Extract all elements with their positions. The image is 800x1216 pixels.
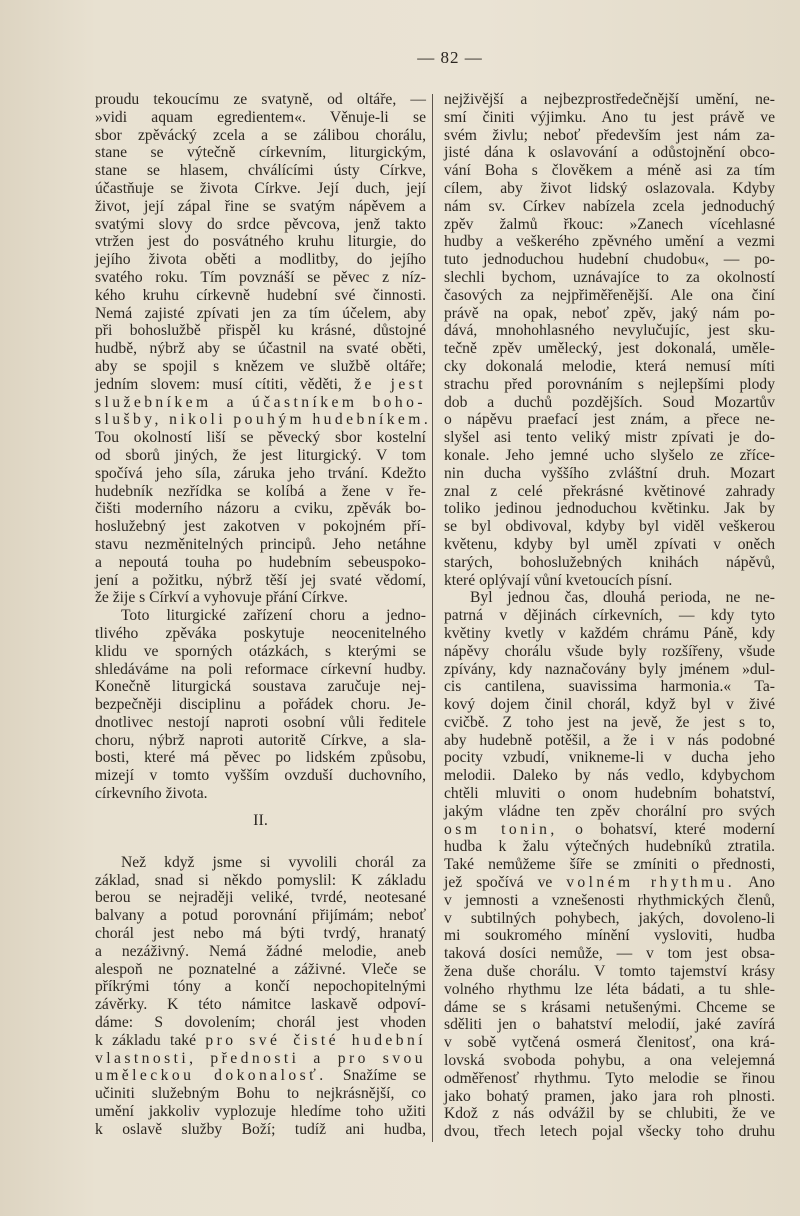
text-line <box>444 429 775 447</box>
text-line <box>444 678 775 696</box>
line-text: mizejí v tomto vyšším ovzduší duchovního, <box>95 767 426 785</box>
text-line <box>95 767 426 785</box>
text-line <box>444 910 775 928</box>
line-text: květenu, kdyby byl uměl zpívati v oněch <box>444 535 775 553</box>
text-line <box>95 961 426 979</box>
text-line <box>444 483 775 501</box>
line-text: aby se spojil s knězem ve službě oltáře; <box>95 357 426 375</box>
text-line <box>95 978 426 996</box>
line-text: stane se výtečně církevním, liturgickým, <box>95 144 426 162</box>
text-line <box>444 180 775 198</box>
line-text: kého kruhu církevně hudební své činnosti. <box>95 286 426 304</box>
line-text: stavu nezměnitelných principů. Jeho netáhne <box>95 535 426 553</box>
text-line <box>444 732 775 750</box>
text-line <box>444 572 775 590</box>
text-line <box>95 394 426 412</box>
line-text: »vidi aquam egredientem«. Věnuje-li se <box>95 108 426 126</box>
line-text: hoslužebný jest zakotven v pokojném pří- <box>95 518 426 536</box>
text-line <box>95 943 426 961</box>
text-line <box>95 536 426 554</box>
text-line <box>444 1088 775 1106</box>
line-text: volného rhythmu lze léta bádati, a tu shle- <box>444 980 775 998</box>
line-text: čišti moderního názoru a cviku, zpěvák bo- <box>95 500 426 518</box>
line-text: tečně zpěv umělecký, jest dokonalá, uměle- <box>444 340 775 358</box>
text-line <box>444 500 775 518</box>
text-line <box>444 1034 775 1052</box>
text-line <box>444 305 775 323</box>
line-text: od sborů jiných, že jest liturgický. V tom <box>95 446 426 464</box>
line-text: právě na opak, neboť zpěv, jaký nám po- <box>444 304 775 322</box>
line-text: a nepoutá touha po hudebním sebeuspoko- <box>95 553 426 571</box>
line-text: k oslavě služby Boží; tudíž ani hudba, <box>95 1120 426 1138</box>
line-text: lovská svoboda pohybu, a ona velejemná <box>444 1052 775 1070</box>
text-line <box>95 91 426 109</box>
text-line <box>444 892 775 910</box>
line-text: k základu také <box>95 1031 206 1049</box>
text-line <box>95 251 426 269</box>
line-text: odměřenosť rhythmu. Tyto melodie se řinou <box>444 1069 775 1087</box>
text-line <box>95 643 426 661</box>
line-text: shledáváme na poli reformace církevní hudby. <box>95 660 426 678</box>
line-text: Toto liturgické zařízení choru a jedno- <box>121 607 426 625</box>
text-line <box>444 927 775 945</box>
line-text: dává, mnohohlasného nevylučujíc, jest sku- <box>444 322 775 340</box>
line-text: umění jakkoliv vyplozuje hledíme toho užiti <box>95 1103 426 1121</box>
line-text: svatými slovy do srdce pěvcova, jenž takto <box>95 215 426 233</box>
text-line <box>95 109 426 127</box>
text-line <box>95 749 426 767</box>
line-text: Byl jednou čas, dlouhá perioda, ne ne- <box>470 589 775 607</box>
line-text: příkrými tóny a končí nepochopitelnými <box>95 978 426 996</box>
spaced-emphasis-text: slušby, nikoli pouhým hudebníkem. <box>95 411 432 429</box>
line-text: časových za nejpřiměřenější. Ale ona činí <box>444 286 775 304</box>
line-text: vání Boha s člověkem a méně asi za tím <box>444 162 775 180</box>
line-text: choru, nýbrž naproti autoritě Církve, a sla- <box>95 731 426 749</box>
line-text: pocity vzbudí, vnikneme-li v ducha jeho <box>444 749 775 767</box>
line-text: hudby a veškerého zpěvného umění a vezmi <box>444 233 775 251</box>
line-text: Nemá zajisté zpívati jen za tím účelem, aby <box>95 304 426 322</box>
paragraph <box>95 91 432 607</box>
text-line <box>95 216 426 234</box>
text-line <box>444 874 775 892</box>
line-text: Tou okolností liší se pěvecký sbor kostelní <box>95 429 426 447</box>
text-line <box>95 678 426 696</box>
line-text: účastňuje se života Církve. Její duch, její <box>95 179 426 197</box>
line-text: závěrky. K této námitce laskavě odpoví- <box>95 996 426 1014</box>
line-text: svém živlu; neboť především jest nám za- <box>444 126 775 144</box>
spaced-emphasis-text: služebníkem a účastníkem boho- <box>95 393 426 411</box>
text-line <box>95 447 426 465</box>
text-line <box>95 127 426 145</box>
text-line <box>444 411 775 429</box>
line-text: balvany a potud porovnání přijímám; neboť <box>95 907 426 925</box>
line-text: které oplývají vůní kvetoucích písní. <box>444 571 673 589</box>
line-text: jejího života oběti a modlitby, do jejího <box>95 251 426 269</box>
line-text: hudba k žalu výtečných hudebníků ztratila. <box>444 838 775 856</box>
line-text: jisté dána k oslavování a odůstojnění obco- <box>444 144 775 162</box>
line-text: svatého roku. Tím povznáší se pěvec z níz- <box>95 268 426 286</box>
column-divider <box>432 94 433 1142</box>
line-text: cvičbě. Z toho jest na jevě, že jest s to, <box>444 713 775 731</box>
text-line <box>444 999 775 1017</box>
text-line <box>95 889 426 907</box>
text-line <box>95 554 426 572</box>
line-text: v jemnosti a vznešenosti rhythmických členů, <box>444 891 775 909</box>
text-line <box>95 376 426 394</box>
line-text: tlivého zpěváka poskytuje neocenitelného <box>95 624 426 642</box>
text-line <box>444 803 775 821</box>
line-text: sděliti jen o bahatství melodií, jaké zavírá <box>444 1016 775 1034</box>
text-line <box>444 376 775 394</box>
text-line <box>95 696 426 714</box>
text-line <box>95 996 426 1014</box>
line-text: chorál jest nebo má býti tvrdý, hranatý <box>95 925 426 943</box>
line-text: jež spočívá ve <box>444 874 567 892</box>
line-text: aby hudebně potěšil, a že i v nás podobné <box>444 731 775 749</box>
spaced-emphasis-text: osm tonin, <box>444 820 558 838</box>
paragraph <box>444 91 775 589</box>
spaced-emphasis-text: pro své čisté hudební <box>205 1031 427 1049</box>
line-text: sbor zpěvácký zcela a se zálibou chorálu, <box>95 126 426 144</box>
text-line <box>95 589 426 607</box>
line-text: při bohoslužbě přispěl ku krásné, důstojné <box>95 322 426 340</box>
line-text: o nápěvu praefací jest znám, a přece ne- <box>444 411 775 429</box>
text-line <box>95 358 426 376</box>
text-line <box>444 981 775 999</box>
line-text: zpěv žalmů řkouc: »Zanech vícehlasné <box>444 215 775 233</box>
text-line <box>444 447 775 465</box>
text-line <box>444 696 775 714</box>
line-text: berou se nejraději veliké, tvrdé, neotesané <box>95 889 426 907</box>
line-text: patrná v dějinách církevních, — kdy tyto <box>444 607 775 625</box>
text-line <box>95 162 426 180</box>
text-line <box>444 109 775 127</box>
text-line <box>444 714 775 732</box>
line-text: znal z celé překrásné květinové zahrady <box>444 482 775 500</box>
text-line <box>444 269 775 287</box>
left-column-text-bottom <box>95 854 426 1139</box>
spaced-emphasis-text: že jest <box>354 375 426 393</box>
line-text: zpívány, kdy naznačovány byly jménem »dul- <box>444 660 775 678</box>
line-text: Než když jsme si vyvolili chorál za <box>121 853 426 871</box>
text-line <box>95 340 426 358</box>
line-text: nejživější a nejbezprostředečnější umění, ne- <box>444 91 775 108</box>
line-text: slyšel asi tento veliký mistr zpívati je do- <box>444 429 775 447</box>
text-line <box>444 643 775 661</box>
text-line <box>95 872 426 890</box>
line-text: a nezáživný. Nemá žádné melodie, aneb <box>95 942 426 960</box>
line-text: vtržen jest do posvátného kruhu liturgie, do <box>95 233 426 251</box>
text-line <box>444 963 775 981</box>
text-line <box>444 785 775 803</box>
text-line <box>95 907 426 925</box>
line-text: nám sv. Církev nabízela zcela jednoduchý <box>444 197 775 215</box>
line-text: hudebník nezřídka se kolíbá a žene v ře- <box>95 482 426 500</box>
spaced-emphasis-text: volném rhythmu. <box>566 874 736 892</box>
line-text: spočívá jeho síla, záruka jeho trvání. Kdežto <box>95 464 426 482</box>
paragraph <box>95 607 426 803</box>
line-text: Snažíme se <box>326 1067 426 1085</box>
text-line <box>444 625 775 643</box>
text-line <box>95 1085 426 1103</box>
left-column <box>95 91 432 1139</box>
text-line <box>444 144 775 162</box>
line-text: základ, snad si někdo pomyslil: K základu <box>95 871 426 889</box>
line-text: alespoň ne poznatelné a záživné. Vleče se <box>95 960 426 978</box>
line-text: dáme se s krásami netušenými. Chceme se <box>444 998 775 1016</box>
text-line <box>444 767 775 785</box>
line-text: starých, bohoslužebných knihách nápěvů, <box>444 553 775 571</box>
line-text: v subtilných pohybech, jakých, dovoleno-li <box>444 909 775 927</box>
text-line <box>95 1014 426 1032</box>
text-line <box>444 216 775 234</box>
text-line <box>444 340 775 358</box>
line-text: stane se hlasem, chválícími ústy Církve, <box>95 162 426 180</box>
text-line <box>444 198 775 216</box>
line-text: nápěvy chorálu všude byly rozšířeny, všude <box>444 642 775 660</box>
text-line <box>444 838 775 856</box>
section-heading: II. <box>253 811 268 829</box>
line-text: učiniti služebným Bohu to nejkrásnější, co <box>95 1085 426 1103</box>
line-text: cis cantilena, suavissima harmonia.« Ta- <box>444 678 775 696</box>
text-line <box>444 821 775 839</box>
text-line <box>95 1067 426 1085</box>
text-line <box>95 625 426 643</box>
line-text: toliko jedinou jednoduchou květinku. Jak by <box>444 500 775 518</box>
line-text: nin ducha vyššího zvláštní druh. Mozart <box>444 464 775 482</box>
text-line <box>95 305 426 323</box>
text-line <box>444 589 775 607</box>
text-line <box>95 732 426 750</box>
text-line <box>444 661 775 679</box>
text-line <box>444 554 775 572</box>
text-line <box>95 180 426 198</box>
text-line <box>95 572 426 590</box>
text-line <box>444 1070 775 1088</box>
text-line <box>444 1123 775 1141</box>
line-text: bosti, které má pěvec po lidském způsobu, <box>95 749 426 767</box>
spaced-emphasis-text: vlastnosti, přednosti a pro svou <box>95 1049 426 1067</box>
text-line <box>444 518 775 536</box>
spaced-emphasis-text: uměleckou dokonalosť. <box>95 1067 327 1085</box>
line-text: tuto jednoduchou hudební chudobu«, — po- <box>444 251 775 269</box>
text-line <box>95 429 426 447</box>
text-line <box>95 661 426 679</box>
page-number: — 82 — <box>417 48 483 67</box>
line-text: květiny kvetly v každém chrámu Páně, kdy <box>444 624 775 642</box>
text-line <box>444 1052 775 1070</box>
text-line <box>95 287 426 305</box>
line-text: melodii. Daleko by nás vedlo, kdybychom <box>444 767 775 785</box>
text-line <box>95 269 426 287</box>
text-line <box>444 856 775 874</box>
text-line <box>95 607 426 625</box>
text-line <box>95 465 426 483</box>
line-text: o bohatsví, které moderní <box>557 820 775 838</box>
text-line <box>95 1121 426 1139</box>
line-text: bezpečněji disciplinu a pořádek choru. Je- <box>95 696 426 714</box>
text-line <box>95 1050 426 1068</box>
text-line <box>444 358 775 376</box>
line-text: Ano <box>735 874 775 892</box>
text-line <box>95 1103 426 1121</box>
line-text: konale. Jeho jemné ucho slyšelo ze zříce- <box>444 446 775 464</box>
text-line <box>444 127 775 145</box>
line-text: život, její zápal řine se svatým nápěvem a <box>95 197 426 215</box>
line-text: v sobě vytčená osmerá členitosť, ona krá- <box>444 1034 775 1052</box>
line-text: jakým vládne ten zpěv chorální pro svých <box>444 802 775 820</box>
line-text: Také nemůžeme šíře se zmíniti o přednosti, <box>444 856 775 874</box>
line-text: proudu tekoucímu ze svatyně, od oltáře, — <box>95 91 426 108</box>
line-text: klidu ve sporných otázkách, s kterými se <box>95 642 426 660</box>
line-text: Konečně liturgická soustava zaručuje nej- <box>95 678 426 696</box>
line-text: církevního života. <box>95 785 208 803</box>
text-line <box>444 1105 775 1123</box>
text-line <box>95 483 426 501</box>
text-line <box>95 500 426 518</box>
line-text: cky dokonalá melodie, která nemusí míti <box>444 357 775 375</box>
line-text: strachu před porovnáním s nejlepšími plody <box>444 375 775 393</box>
paragraph <box>95 854 426 1139</box>
text-line <box>444 233 775 251</box>
line-text: slechli bychom, uznávajíce to za okolností <box>444 268 775 286</box>
text-line <box>444 162 775 180</box>
line-text: žena duše chorálu. V tomto tajemství krásy <box>444 963 775 981</box>
line-text: cílem, aby život lidský oslazovala. Kdyby <box>444 179 775 197</box>
text-line <box>95 411 432 429</box>
line-text: jedním slovem: musí cítiti, věděti, <box>95 375 355 393</box>
text-line <box>444 1016 775 1034</box>
line-text: jako bohatý pramen, jako jara roh plnosti. <box>444 1087 775 1105</box>
line-text: taková dosíci nemůže, — v tom jest obsa- <box>444 945 775 963</box>
line-text: se byl obdivoval, kdyby byl viděl veškerou <box>444 518 775 536</box>
text-line <box>444 607 775 625</box>
text-line <box>95 785 426 803</box>
text-line <box>444 287 775 305</box>
line-text: kový dojem činil chorál, když byl v živé <box>444 696 775 714</box>
line-text: jení a požitku, nýbrž těší jej svaté vědomí, <box>95 571 426 589</box>
line-text: hudbě, nýbrž aby se účastnil na svaté oběti, <box>95 340 426 358</box>
line-text: Kdož z nás odvážil by se chlubiti, že ve <box>444 1105 775 1123</box>
text-line <box>444 945 775 963</box>
text-line <box>95 144 426 162</box>
line-text: smí činiti výjimku. Ano tu jest právě ve <box>444 108 775 126</box>
line-text: dvou, třech letech pojal všecky toho druhu <box>444 1123 775 1141</box>
text-line <box>95 925 426 943</box>
left-column-text-top <box>95 91 432 803</box>
text-line <box>444 394 775 412</box>
text-line <box>444 251 775 269</box>
paragraph <box>444 589 775 1141</box>
line-text: dáme: S dovolením; chorál jest vhoden <box>95 1014 426 1032</box>
right-column <box>444 91 775 1141</box>
right-column-text <box>444 91 775 1141</box>
text-line <box>444 465 775 483</box>
text-line <box>444 322 775 340</box>
line-text: mi soukromého mínění vysloviti, hudba <box>444 927 775 945</box>
line-text: dob a duchů pozdějších. Soud Mozartův <box>444 393 775 411</box>
text-line <box>95 233 426 251</box>
line-text: dnotlivec nestojí naproti osobní vůli ředitele <box>95 713 426 731</box>
line-text: že žije s Církví a vyhovuje přání Církve. <box>95 589 348 607</box>
text-line <box>95 322 426 340</box>
text-line <box>444 536 775 554</box>
text-line <box>444 749 775 767</box>
text-line <box>95 518 426 536</box>
text-line <box>95 198 426 216</box>
line-text: chtěli mluviti o onom hudebním bohatství, <box>444 785 775 803</box>
text-line <box>444 91 775 109</box>
text-line <box>95 1032 426 1050</box>
text-line <box>95 714 426 732</box>
text-line <box>95 854 426 872</box>
